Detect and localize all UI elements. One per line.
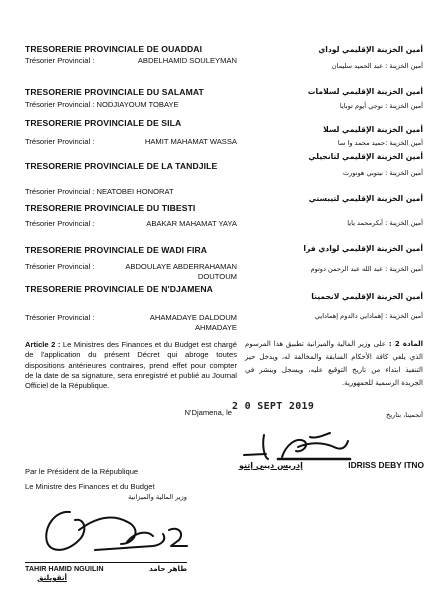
minister-name-ar-2: أنقويلنق [37, 573, 67, 582]
president-line: Par le Président de la République [25, 467, 139, 476]
ndjamena-treasurer [25, 313, 237, 333]
minister-signature [35, 500, 190, 562]
ouaddai-header-ar: أمين الخزينة الإقليمي لوداي [318, 45, 423, 54]
salamat-header-ar: أمين الخزينة الإقليمي لسلامات [307, 87, 423, 96]
treasurer-name: ABAKAR MAHAMAT YAYA [146, 219, 237, 228]
treasurer-role-label: Trésorier Provincial : [25, 137, 95, 146]
ndjamena-header: TRESORERIE PROVINCIALE DE N'DJAMENA [25, 284, 213, 294]
article-text-ar: على وزير المالية والميزانية تطبيق هذا المرسوم الذي يلغي كافة الأحكام السابقة والمخالفة له، ويدخل حيز التنفيذ ابتداء من تاريخ التوقيع عليه، ويسجل وينشر في الجريدة الرسمية للجمهورية. [245, 340, 423, 387]
stamp-date: 2 0 SEPT 2019 [232, 401, 315, 412]
article-2-fr [25, 340, 237, 391]
treasurer-role-label: Trésorier Provincial : [25, 219, 95, 228]
wadifira-header-ar: أمين الخزينة الإقليمي لوادي فرا [303, 244, 423, 253]
article-text: Le Ministres des Finances et du Budget est chargé de l'application du présent Décret qui abroge toutes dispositions antérieures contraires, prend effet pour compter de la date de sa signature, sera enregistré et publié au Journal Officiel de la République. [25, 340, 237, 391]
article-label-ar: المادة 2 : [388, 340, 424, 348]
sila-treasurer [25, 137, 237, 147]
salamat-treasurer: Trésorier Provincial : NODJIAYOUM TOBAYE [25, 100, 179, 109]
tibesti-treasurer-ar: أمين الخزينة : أبكرمحمد يايا [347, 219, 423, 227]
sila-treasurer-ar: أمين الخزينة :حميد محمد وا سا [337, 139, 423, 147]
president-name-block [239, 460, 424, 470]
treasurer-name: ABDOULAYE ABDERRAHAMAN DOUTOUM [125, 262, 237, 281]
tandjile-header: TRESORERIE PROVINCIALE DE LA TANDJILE [25, 161, 218, 171]
tibesti-header: TRESORERIE PROVINCIALE DU TIBESTI [25, 203, 196, 213]
minister-title-ar: وزير المالية والميزانية [128, 493, 187, 501]
minister-line: Le Ministre des Finances et du Budget [25, 482, 155, 491]
ndjamena-header-ar: أمين الخزينة الإقليمي لانجمينا [311, 292, 423, 301]
minister-name-fr: TAHIR HAMID NGUILIN [25, 564, 104, 573]
wadifira-treasurer-ar: أمين الخزينة : عبد الله عبد الرحمن دوتوم [310, 265, 423, 273]
president-name-ar: إدريس ديبي إتنو [239, 460, 303, 470]
wadifira-treasurer [25, 262, 237, 282]
tibesti-treasurer [25, 219, 237, 229]
treasurer-name: ABDELHAMID SOULEYMAN [137, 56, 237, 65]
salamat-header: TRESORERIE PROVINCIALE DU SALAMAT [25, 87, 204, 97]
article-2-ar [245, 338, 423, 390]
treasurer-name: AHAMADAYE DALDOUM AHMADAYE [149, 313, 237, 332]
president-name: IDRISS DEBY ITNO [348, 460, 424, 470]
ndjamena-treasurer-ar: أمين الخزينة : إهمادايي دالدوم إهمادايي [314, 312, 423, 320]
tandjile-treasurer: Trésorier Provincial : NEATOBEI HONORAT [25, 187, 174, 196]
place-date-ar: أنجمينا، بتاريخ [385, 411, 423, 419]
minister-name-ar: طاهر حامد [149, 564, 187, 573]
article-label: Article 2 : [25, 340, 61, 349]
place-date-fr: N'Djamena, le [184, 408, 232, 417]
minister-name-block [25, 562, 187, 573]
treasurer-role-label: Trésorier Provincial : [25, 313, 95, 322]
sila-header: TRESORERIE PROVINCIALE DE SILA [25, 118, 182, 128]
salamat-treasurer-ar: أمين الخزينة : نوجي أيوم توبايا [339, 102, 423, 110]
ouaddai-treasurer-ar: أمين الخزينة : عبد الحميد سليمان [331, 62, 423, 70]
wadifira-header: TRESORERIE PROVINCIALE DE WADI FIRA [25, 245, 208, 255]
ouaddai-header: TRESORERIE PROVINCIALE DE OUADDAI [25, 44, 203, 54]
tandjile-treasurer-ar: أمين الخزينة : نيتوبي هونورت [342, 169, 423, 177]
tibesti-header-ar: أمين الخزينة الإقليمي لتيبستي [308, 194, 423, 203]
treasurer-role-label: Trésorier Provincial : [25, 262, 95, 271]
ouaddai-treasurer [25, 56, 237, 66]
treasurer-role-label: Trésorier Provincial : [25, 56, 95, 65]
treasurer-name: HAMIT MAHAMAT WASSA [144, 137, 237, 146]
sila-header-ar: أمين الخزينة الإقليمي لسلا [323, 125, 423, 134]
tandjile-header-ar: أمين الخزينة الإقليمي لتانجيلي [308, 152, 423, 161]
